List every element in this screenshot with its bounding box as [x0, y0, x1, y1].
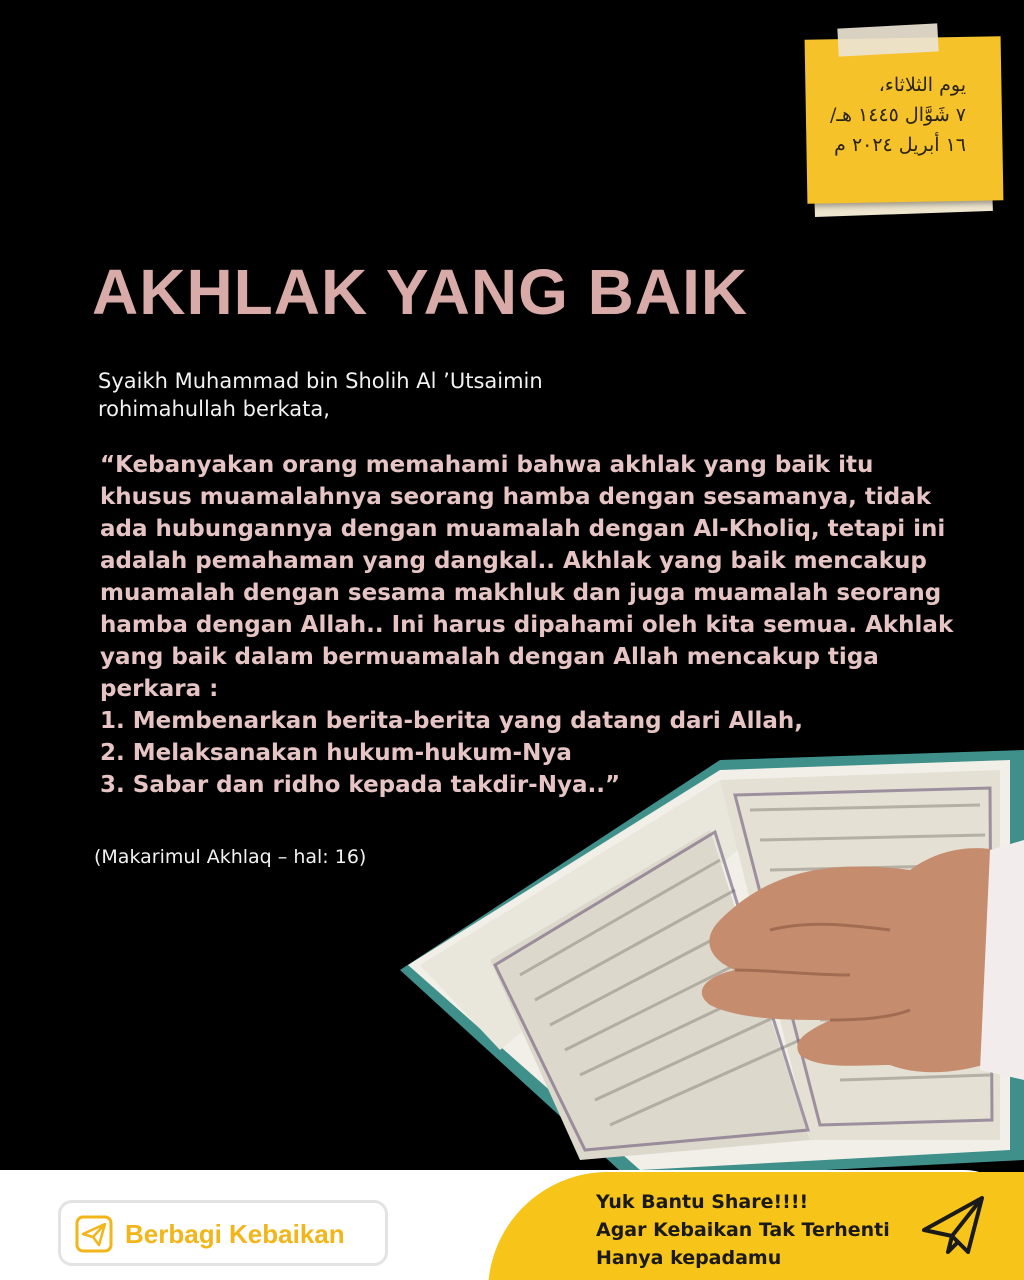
quote-line: “Kebanyakan orang memahami bahwa akhlak yang baik itu	[100, 452, 874, 478]
quote-line: adalah pemahaman yang dangkal.. Akhlak yang baik mencakup	[100, 548, 927, 574]
quote-line: perkara :	[100, 676, 219, 702]
quote-line: yang baik dalam bermuamalah dengan Allah mencakup tiga	[100, 644, 879, 670]
date-gregorian: ١٦ أبريل ٢٠٢٤ م	[834, 134, 966, 156]
quote-list-item: 1. Membenarkan berita-berita yang datang dari Allah,	[100, 708, 803, 734]
quote-line: khusus muamalahnya seorang hamba dengan sesamanya, tidak	[100, 484, 932, 510]
quote-line: hamba dengan Allah.. Ini harus dipahami oleh kita semua. Akhlak	[100, 612, 954, 638]
share-line: Yuk Bantu Share!!!!	[596, 1191, 809, 1213]
brand-label: Berbagi Kebaikan	[125, 1219, 345, 1249]
date-hijri: ٧ شَوَّال ١٤٤٥ هـ/	[830, 104, 966, 126]
quote-line: muamalah dengan sesama makhluk dan juga muamalah seorang	[100, 580, 942, 606]
page-title: AKHLAK YANG BAIK	[92, 256, 749, 328]
quote-line: ada hubungannya dengan muamalah dengan Al-Kholiq, tetapi ini	[100, 516, 946, 542]
share-line: Hanya kepadamu	[596, 1247, 782, 1269]
date-day: يوم الثلاثاء،	[878, 74, 966, 96]
paper-plane-icon	[918, 1190, 990, 1262]
citation: (Makarimul Akhlaq – hal: 16)	[94, 846, 367, 868]
intro-text	[98, 367, 658, 423]
sticky-note-tape	[837, 23, 938, 56]
date-note	[816, 70, 966, 160]
intro-line: Syaikh Muhammad bin Sholih Al ’Utsaimin	[98, 369, 543, 393]
intro-line: rohimahullah berkata,	[98, 397, 330, 421]
quote-text	[100, 449, 980, 801]
brand-badge	[58, 1200, 388, 1266]
quote-list-item: 2. Melaksanakan hukum-hukum-Nya	[100, 740, 572, 766]
quote-list-item: 3. Sabar dan ridho kepada takdir-Nya..”	[100, 772, 621, 798]
share-message	[596, 1188, 916, 1272]
share-line: Agar Kebaikan Tak Terhenti	[596, 1219, 890, 1241]
paper-plane-icon	[75, 1215, 113, 1253]
